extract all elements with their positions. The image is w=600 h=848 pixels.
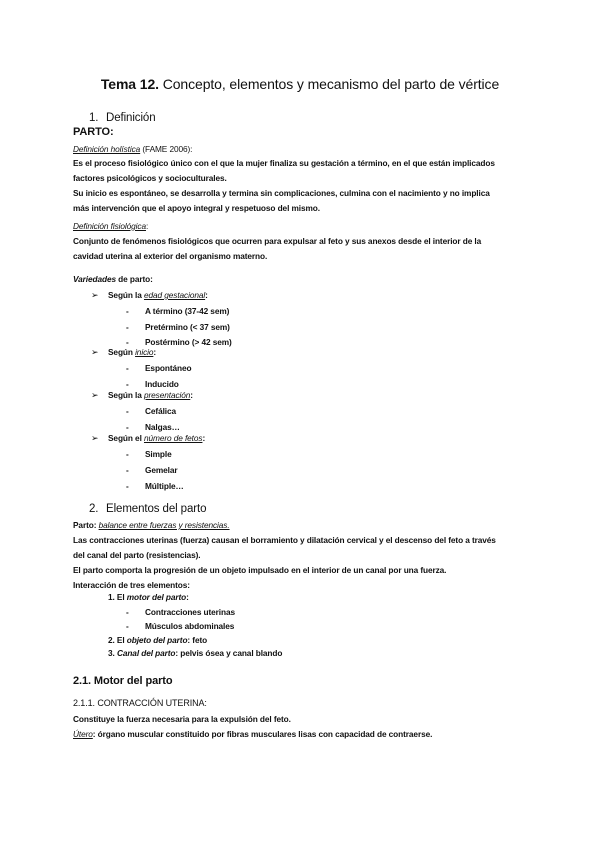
- holistic-line: Es el proceso fisiológico único con el que la mujer finaliza su gestación a término, en el que están implicados: [73, 158, 495, 168]
- element-1-item: Contracciones uterinas: [145, 607, 236, 617]
- dash-bullet: -: [126, 449, 129, 459]
- dash-bullet: -: [126, 422, 129, 432]
- element-3: 3. Canal del parto: pelvis ósea y canal blando: [108, 648, 283, 658]
- text-line: Las contracciones uterinas (fuerza) causan el borramiento y dilatación cervical y el descenso del feto a través: [73, 535, 496, 545]
- section-2-1-1-heading: 2.1.1. CONTRACCIÓN UTERINA:: [73, 698, 207, 708]
- variety-group: Según el número de fetos:: [108, 433, 206, 443]
- holistic-line: factores psicológicos y socioculturales.: [73, 173, 227, 183]
- text-line: Constituye la fuerza necesaria para la expulsión del feto.: [73, 714, 291, 724]
- arrow-bullet-icon: ➢: [91, 290, 99, 300]
- section-1-number: 1.: [89, 112, 99, 124]
- physiological-label: Definición fisiológica:: [73, 221, 149, 231]
- arrow-bullet-icon: ➢: [91, 390, 99, 400]
- variety-group: Según la edad gestacional:: [108, 290, 208, 300]
- section-2-heading: Elementos del parto: [106, 503, 207, 515]
- variety-group: Según inicio:: [108, 347, 157, 357]
- variety-item: Múltiple…: [145, 481, 184, 491]
- variety-item: Espontáneo: [145, 363, 192, 373]
- dash-bullet: -: [126, 322, 129, 332]
- text-line: Interacción de tres elementos:: [73, 580, 190, 590]
- physiological-line: Conjunto de fenómenos fisiológicos que ocurren para expulsar al feto y sus anexos desde el interior de la: [73, 236, 482, 246]
- variety-item: Nalgas…: [145, 422, 180, 432]
- varieties-label: Variedades de parto:: [73, 274, 153, 284]
- page-title: Tema 12. Concepto, elementos y mecanismo del parto de vértice: [100, 76, 500, 92]
- dash-bullet: -: [126, 406, 129, 416]
- parto-heading: PARTO:: [73, 126, 114, 138]
- dash-bullet: -: [126, 465, 129, 475]
- dash-bullet: -: [126, 379, 129, 389]
- element-1-item: Músculos abdominales: [145, 621, 235, 631]
- variety-item: Cefálica: [145, 406, 177, 416]
- element-2: 2. El objeto del parto: feto: [108, 635, 208, 645]
- element-1: 1. El motor del parto:: [108, 592, 189, 602]
- holistic-label: Definición holística (FAME 2006):: [73, 144, 193, 154]
- parto-definition: Parto: balance entre fuerzas y resistencias.: [73, 520, 230, 530]
- section-2-number: 2.: [89, 503, 99, 515]
- holistic-line: Su inicio es espontáneo, se desarrolla y termina sin complicaciones, culmina con el nacimiento y no implica: [73, 188, 490, 198]
- dash-bullet: -: [126, 306, 129, 316]
- holistic-line: más intervención que el apoyo integral y respetuoso del mismo.: [73, 203, 320, 213]
- variety-item: Inducido: [145, 379, 179, 389]
- section-1-heading: Definición: [106, 112, 156, 124]
- dash-bullet: -: [126, 621, 129, 631]
- variety-item: Pretérmino (< 37 sem): [145, 322, 230, 332]
- text-line: del canal del parto (resistencias).: [73, 550, 201, 560]
- variety-item: A término (37-42 sem): [145, 306, 230, 316]
- dash-bullet: -: [126, 337, 129, 347]
- text-line: El parto comporta la progresión de un objeto impulsado en el interior de un canal por una fuerza.: [73, 565, 447, 575]
- variety-item: Postérmino (> 42 sem): [145, 337, 232, 347]
- variety-item: Simple: [145, 449, 172, 459]
- physiological-line: cavidad uterina al exterior del organismo materno.: [73, 251, 268, 261]
- dash-bullet: -: [126, 607, 129, 617]
- utero-definition: Útero: órgano muscular constituido por fibras musculares lisas con capacidad de contraerse.: [73, 729, 433, 739]
- arrow-bullet-icon: ➢: [91, 347, 99, 357]
- arrow-bullet-icon: ➢: [91, 433, 99, 443]
- section-2-1-heading: 2.1. Motor del parto: [73, 675, 173, 687]
- dash-bullet: -: [126, 363, 129, 373]
- variety-item: Gemelar: [145, 465, 178, 475]
- variety-group: Según la presentación:: [108, 390, 193, 400]
- dash-bullet: -: [126, 481, 129, 491]
